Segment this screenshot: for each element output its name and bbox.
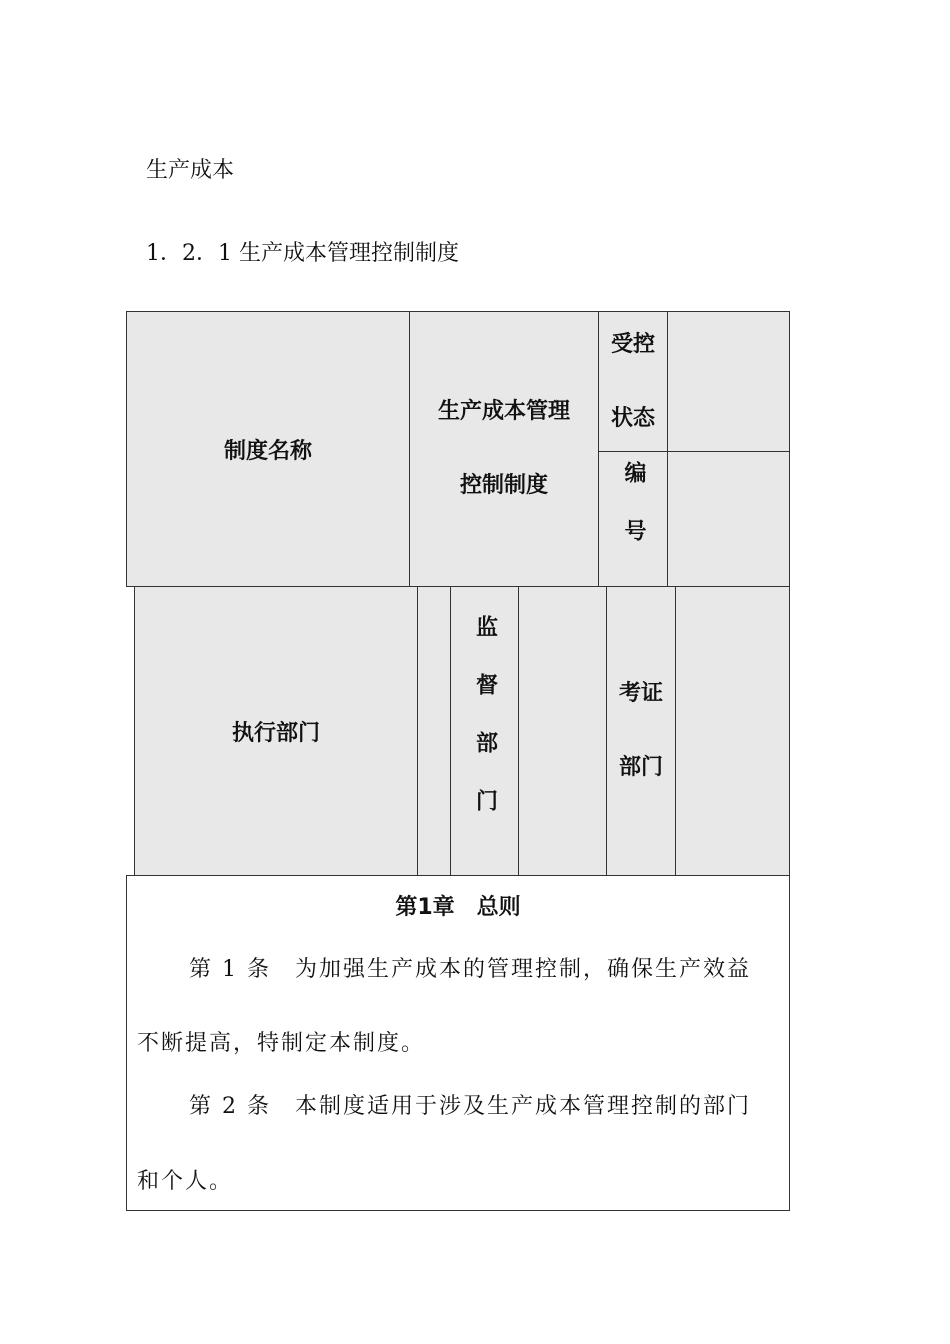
exam-dept-value-cell [675,586,790,876]
regulation-content-box [126,875,790,1211]
exam-dept-label-line2: 部门 [618,755,663,780]
exec-dept-value-cell [417,586,451,876]
chapter-title: 第1章 总则 [395,895,521,920]
system-name-value-line2: 控制制度 [459,473,548,498]
exec-dept-label: 执行部门 [231,720,320,746]
number-label: 编号 [621,461,646,577]
system-name-label-cell [126,311,410,587]
article-1-line-1: 第 1 条 为加强生产成本的管理控制，确保生产效益 [189,957,751,982]
article-2-line-1: 第 2 条 本制度适用于涉及生产成本管理控制的部门 [189,1094,751,1119]
system-name-value-line1: 生产成本管理 [437,399,570,424]
control-status-value-cell [667,311,790,452]
control-status-label-line1: 受控 [610,331,655,357]
subsection-title: 1．2．1 生产成本管理控制制度 [146,241,459,266]
supervise-dept-label-cell [450,586,519,876]
number-value-cell [667,451,790,587]
section-title: 生产成本 [146,158,235,183]
supervise-dept-label: 监督部门 [472,615,498,847]
control-status-label-cell [598,311,668,452]
exec-dept-label-cell [134,586,418,876]
article-1-line-2: 不断提高，特制定本制度。 [137,1031,426,1056]
system-name-label: 制度名称 [223,438,312,464]
number-label-cell [598,451,668,587]
control-status-label-line2: 状态 [610,405,655,431]
supervise-dept-value-cell [518,586,607,876]
exam-dept-label-cell [606,586,676,876]
system-name-value-cell [409,311,599,587]
article-2-line-2: 和个人。 [137,1169,234,1194]
exam-dept-label-line1: 考证 [618,681,663,706]
